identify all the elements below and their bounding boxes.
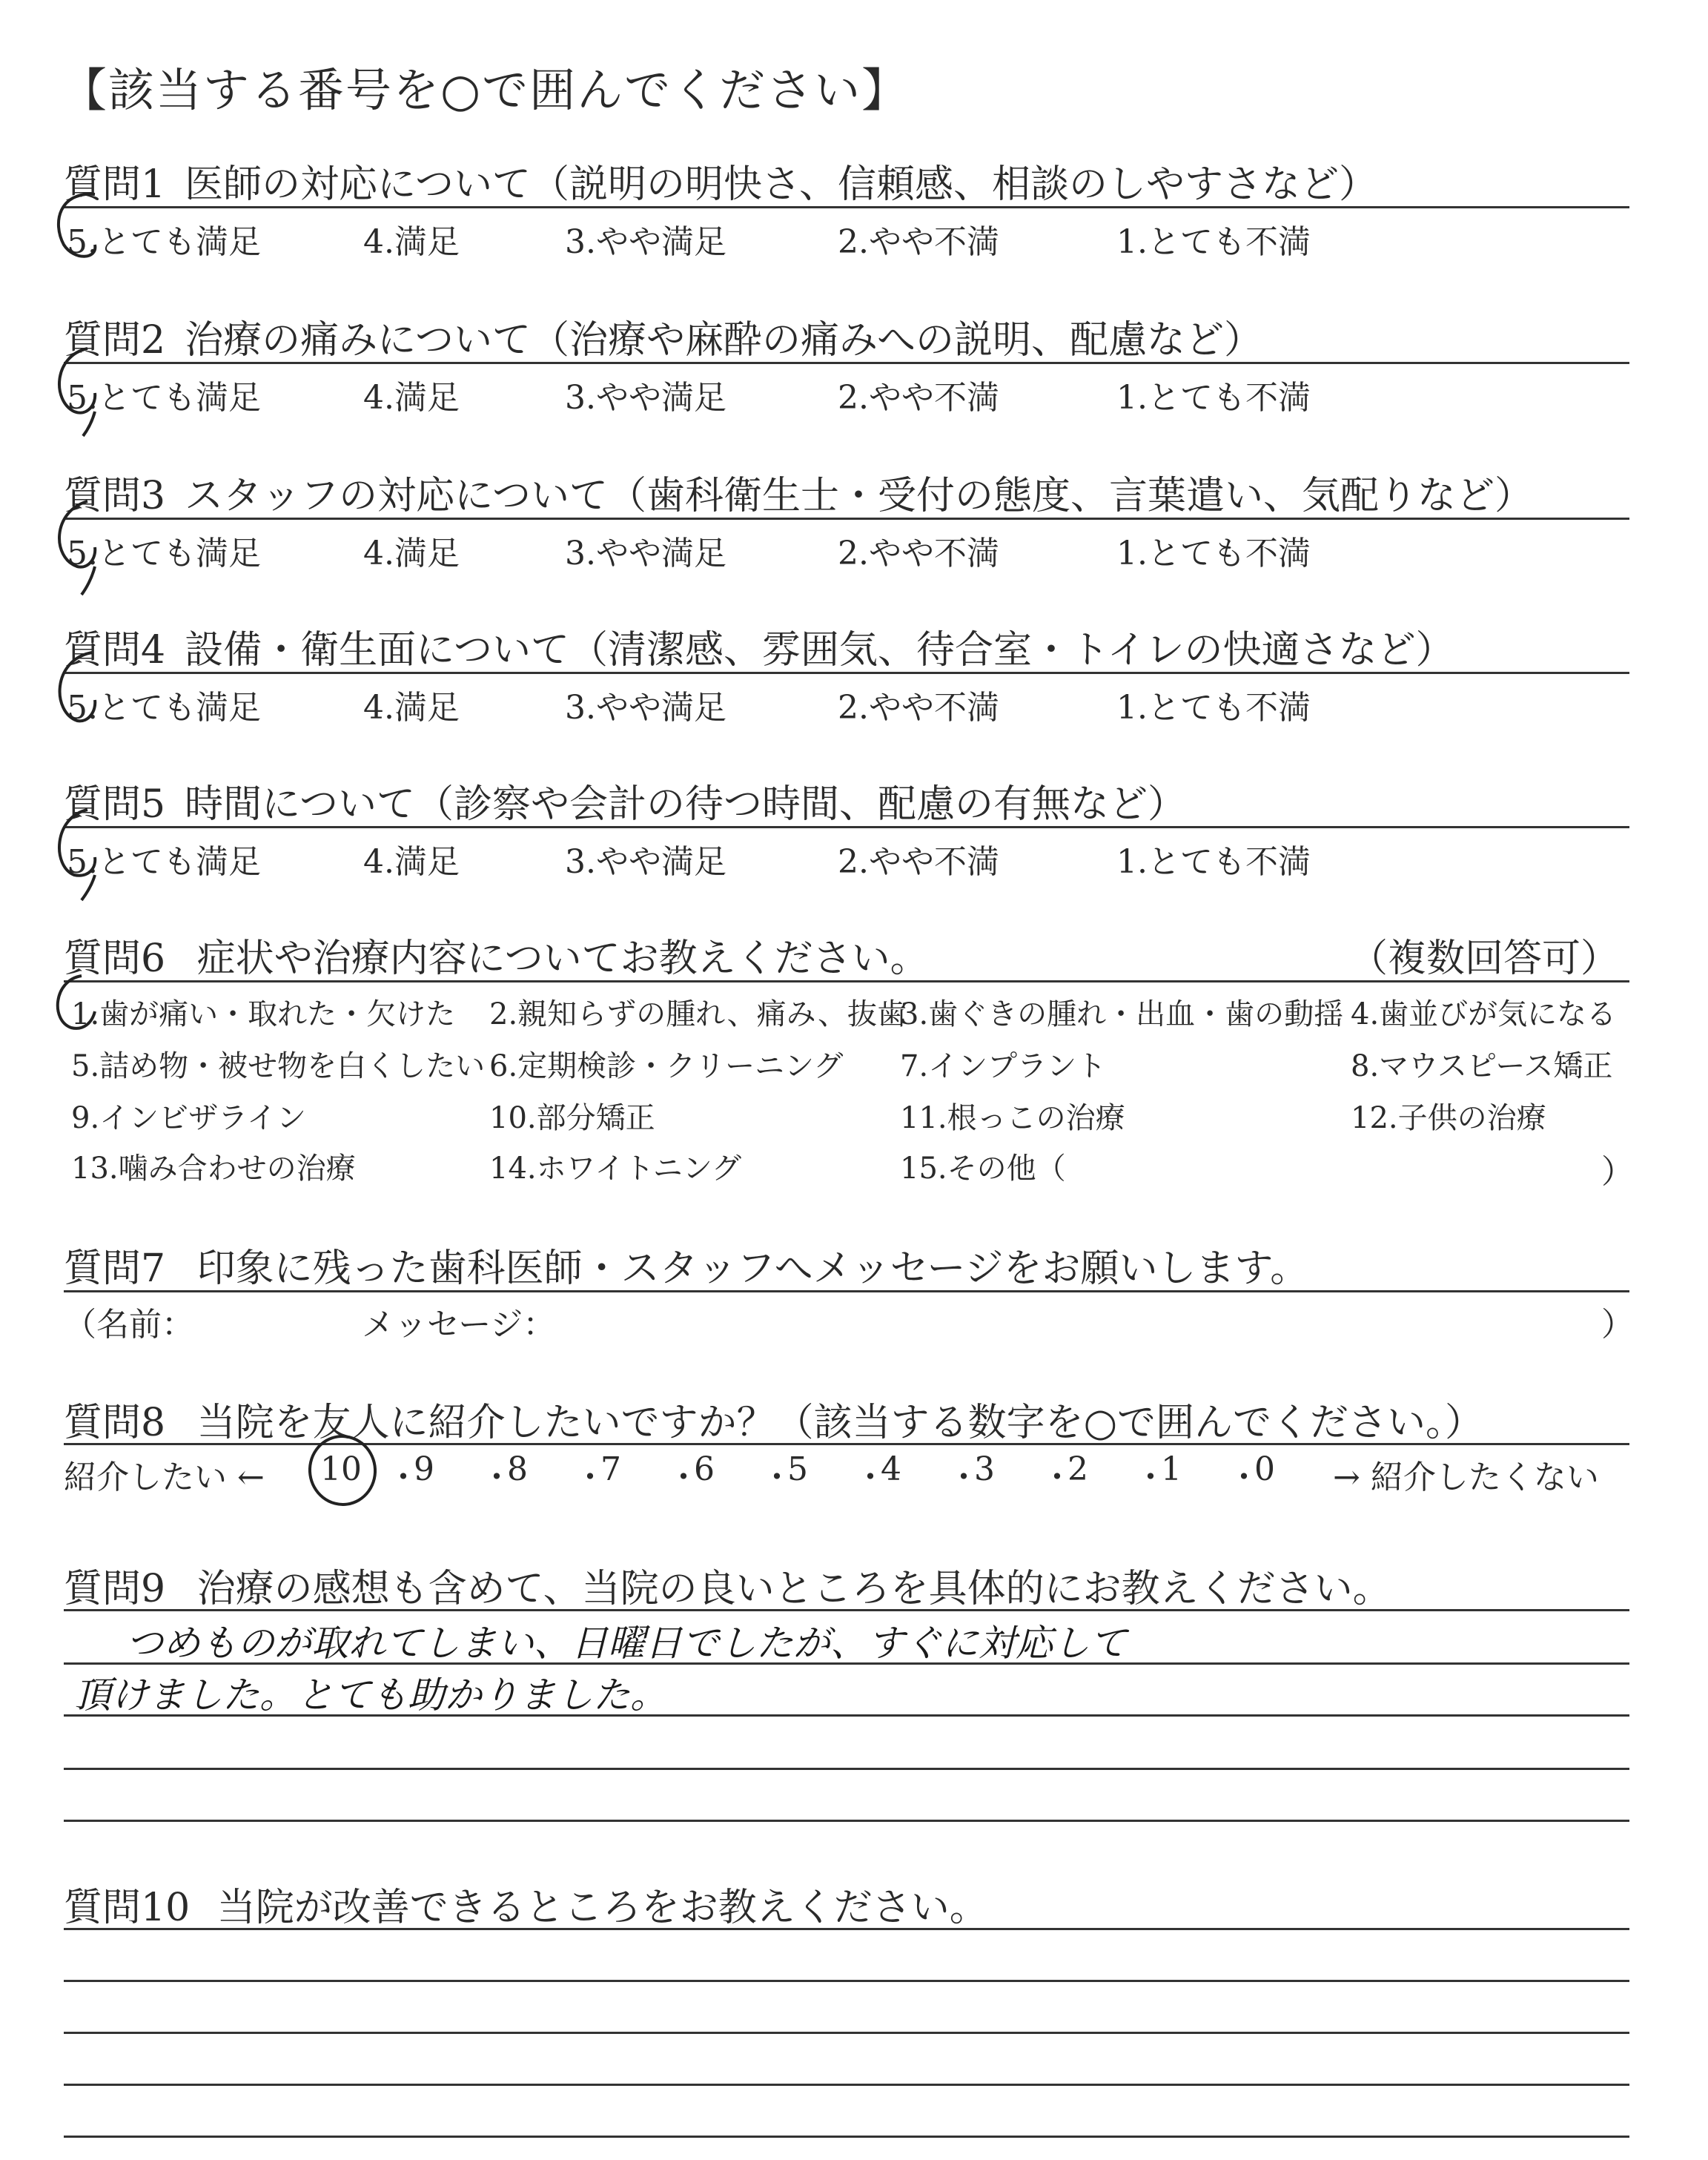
q8-scale-4[interactable]: 4 xyxy=(881,1450,901,1488)
q1-rule xyxy=(64,206,1629,208)
q9-heading xyxy=(64,1557,1391,1613)
form-title: 【該当する番号を○で囲んでください】 xyxy=(61,63,910,117)
q6-option-7[interactable]: 7.インプラント xyxy=(900,1049,1107,1083)
q4-label: 質問4 xyxy=(64,628,166,673)
q7-label: 質問7 xyxy=(64,1246,166,1291)
q5-heading xyxy=(64,773,1186,828)
q8-scale-3[interactable]: 3 xyxy=(974,1450,995,1488)
q9-answer-line-2[interactable]: 頂けました。とても助かりました。 xyxy=(74,1674,667,1717)
q5-label: 質問5 xyxy=(64,782,166,827)
q8-scale-6[interactable]: 6 xyxy=(694,1450,715,1488)
q3-rule xyxy=(64,518,1629,520)
q10-rule-2 xyxy=(64,1980,1629,1982)
q7-text: 印象に残った歯科医師・スタッフへメッセージをお願いします。 xyxy=(196,1246,1309,1291)
q4-option-3[interactable]: 3.やや満足 xyxy=(565,689,726,727)
q6-other-close: ） xyxy=(1601,1153,1634,1191)
q4-option-4[interactable]: 4.満足 xyxy=(363,689,460,727)
q4-option-2[interactable]: 2.やや不満 xyxy=(838,689,999,727)
q1-heading xyxy=(64,153,1377,208)
q8-label: 質問8 xyxy=(64,1401,166,1445)
q8-scale-2[interactable]: 2 xyxy=(1068,1450,1088,1488)
q6-option-8[interactable]: 8.マウスピース矯正 xyxy=(1351,1049,1613,1083)
q6-rule xyxy=(64,980,1629,982)
q7-name-label[interactable]: （名前： xyxy=(64,1306,194,1344)
q10-rule-3 xyxy=(64,2032,1629,2034)
q2-rule xyxy=(64,362,1629,364)
q8-scale-8[interactable]: 8 xyxy=(507,1450,528,1488)
q2-heading xyxy=(64,308,1262,364)
q3-option-3[interactable]: 3.やや満足 xyxy=(565,535,726,572)
q2-option-1[interactable]: 1.とても不満 xyxy=(1116,379,1311,417)
q6-option-13[interactable]: 13.噛み合わせの治療 xyxy=(71,1152,356,1186)
q5-option-4[interactable]: 4.満足 xyxy=(363,843,460,881)
q1-label: 質問1 xyxy=(64,162,166,207)
q5-option-3[interactable]: 3.やや満足 xyxy=(565,843,726,881)
q4-option-5[interactable]: 5.とても満足 xyxy=(67,689,261,727)
q1-option-3[interactable]: 3.やや満足 xyxy=(565,223,726,261)
q8-scale-7[interactable]: 7 xyxy=(600,1450,621,1488)
q6-option-9[interactable]: 9.インビザライン xyxy=(71,1101,306,1135)
q4-option-1[interactable]: 1.とても不満 xyxy=(1116,689,1311,727)
q6-text: 症状や治療内容についてお教えください。 xyxy=(196,937,929,981)
q9-rule-4 xyxy=(64,1768,1629,1770)
q6-option-14[interactable]: 14.ホワイトニング xyxy=(489,1152,742,1186)
q1-text: 医師の対応について（説明の明快さ、信頼感、相談のしやすさなど） xyxy=(185,162,1377,207)
q10-rule-1 xyxy=(64,1928,1629,1930)
q8-scale-separator: ・ xyxy=(387,1459,420,1496)
q6-option-4[interactable]: 4.歯並びが気になる xyxy=(1351,997,1617,1031)
q1-option-5[interactable]: 5.とても満足 xyxy=(67,223,261,261)
q6-option-12[interactable]: 12.子供の治療 xyxy=(1351,1101,1546,1135)
q8-scale-separator: ・ xyxy=(480,1459,513,1496)
q1-option-1[interactable]: 1.とても不満 xyxy=(1116,223,1311,261)
q4-rule xyxy=(64,672,1629,674)
q8-scale-5[interactable]: 5 xyxy=(787,1450,808,1488)
q3-option-1[interactable]: 1.とても不満 xyxy=(1116,535,1311,572)
q2-option-4[interactable]: 4.満足 xyxy=(363,379,460,417)
q10-text: 当院が改善できるところをお教えください。 xyxy=(216,1886,988,1930)
q5-rule xyxy=(64,826,1629,828)
q8-right-label: → 紹介したくない xyxy=(1333,1459,1599,1496)
q9-rule-1 xyxy=(64,1609,1629,1611)
q9-text: 治療の感想も含めて、当院の良いところを具体的にお教えください。 xyxy=(196,1567,1391,1611)
q8-scale-1[interactable]: 1 xyxy=(1161,1450,1182,1488)
q6-option-15[interactable]: 15.その他（ xyxy=(900,1152,1066,1186)
q2-option-5[interactable]: 5.とても満足 xyxy=(67,379,261,417)
q7-rule xyxy=(64,1290,1629,1292)
q4-text: 設備・衛生面について（清潔感、雰囲気、待合室・トイレの快適さなど） xyxy=(185,628,1454,673)
q3-option-4[interactable]: 4.満足 xyxy=(363,535,460,572)
q7-message-label[interactable]: メッセージ： xyxy=(362,1306,556,1344)
q6-option-6[interactable]: 6.定期検診・クリーニング xyxy=(489,1049,844,1083)
q8-scale-separator: ・ xyxy=(667,1459,700,1496)
q8-scale-separator: ・ xyxy=(1228,1459,1260,1496)
q3-label: 質問3 xyxy=(64,474,166,518)
q1-option-4[interactable]: 4.満足 xyxy=(363,223,460,261)
q6-heading xyxy=(64,927,929,982)
q2-text: 治療の痛みについて（治療や麻酔の痛みへの説明、配慮など） xyxy=(185,318,1263,363)
q8-scale-separator: ・ xyxy=(1041,1459,1073,1496)
q6-option-3[interactable]: 3.歯ぐきの腫れ・出血・歯の動揺 xyxy=(900,997,1344,1031)
q8-scale-separator: ・ xyxy=(947,1459,980,1496)
q10-heading xyxy=(64,1876,988,1932)
q10-rule-4 xyxy=(64,2084,1629,2086)
q6-label: 質問6 xyxy=(64,937,166,981)
q5-option-2[interactable]: 2.やや不満 xyxy=(838,843,999,881)
q5-option-1[interactable]: 1.とても不満 xyxy=(1116,843,1311,881)
q3-option-5[interactable]: 5.とても満足 xyxy=(67,535,261,572)
q8-rule xyxy=(64,1443,1629,1445)
q1-option-2[interactable]: 2.やや不満 xyxy=(838,223,999,261)
q8-scale-separator: ・ xyxy=(761,1459,793,1496)
q6-note: （複数回答可） xyxy=(1349,937,1620,981)
q5-text: 時間について（診察や会計の待つ時間、配慮の有無など） xyxy=(185,782,1187,827)
q8-text: 当院を友人に紹介したいですか？（該当する数字を○で囲んでください。） xyxy=(196,1401,1483,1445)
q5-option-5[interactable]: 5.とても満足 xyxy=(67,843,261,881)
q3-heading xyxy=(64,464,1533,520)
q6-option-10[interactable]: 10.部分矯正 xyxy=(489,1101,655,1135)
q8-scale-9[interactable]: 9 xyxy=(414,1450,434,1488)
q8-scale-10[interactable]: 10 xyxy=(320,1450,362,1488)
q7-close: ） xyxy=(1601,1306,1634,1344)
q8-scale-separator: ・ xyxy=(854,1459,887,1496)
q6-option-2[interactable]: 2.親知らずの腫れ、痛み、抜歯 xyxy=(489,997,907,1031)
q9-label: 質問9 xyxy=(64,1567,166,1611)
q3-text: スタッフの対応について（歯科衛生士・受付の態度、言葉遣い、気配りなど） xyxy=(185,474,1534,518)
q8-scale-0[interactable]: 0 xyxy=(1254,1450,1275,1488)
q8-scale-separator: ・ xyxy=(574,1459,606,1496)
q2-option-2[interactable]: 2.やや不満 xyxy=(838,379,999,417)
q10-label: 質問10 xyxy=(64,1886,191,1930)
q2-option-3[interactable]: 3.やや満足 xyxy=(565,379,726,417)
q7-heading xyxy=(64,1237,1308,1292)
q10-rule-5 xyxy=(64,2136,1629,2138)
q9-answer-line-1[interactable]: つめものが取れてしまい、日曜日でしたが、すぐに対応して xyxy=(126,1622,1127,1665)
q8-left-label: 紹介したい ← xyxy=(64,1459,265,1496)
q4-heading xyxy=(64,618,1454,674)
q6-option-1[interactable]: 1.歯が痛い・取れた・欠けた xyxy=(71,997,456,1031)
q2-label: 質問2 xyxy=(64,318,166,363)
q8-scale-separator: ・ xyxy=(1134,1459,1167,1496)
q8-heading xyxy=(64,1391,1483,1447)
q3-option-2[interactable]: 2.やや不満 xyxy=(838,535,999,572)
q6-option-5[interactable]: 5.詰め物・被せ物を白くしたい xyxy=(71,1049,486,1083)
q9-rule-5 xyxy=(64,1820,1629,1822)
q6-option-11[interactable]: 11.根っこの治療 xyxy=(900,1101,1125,1135)
